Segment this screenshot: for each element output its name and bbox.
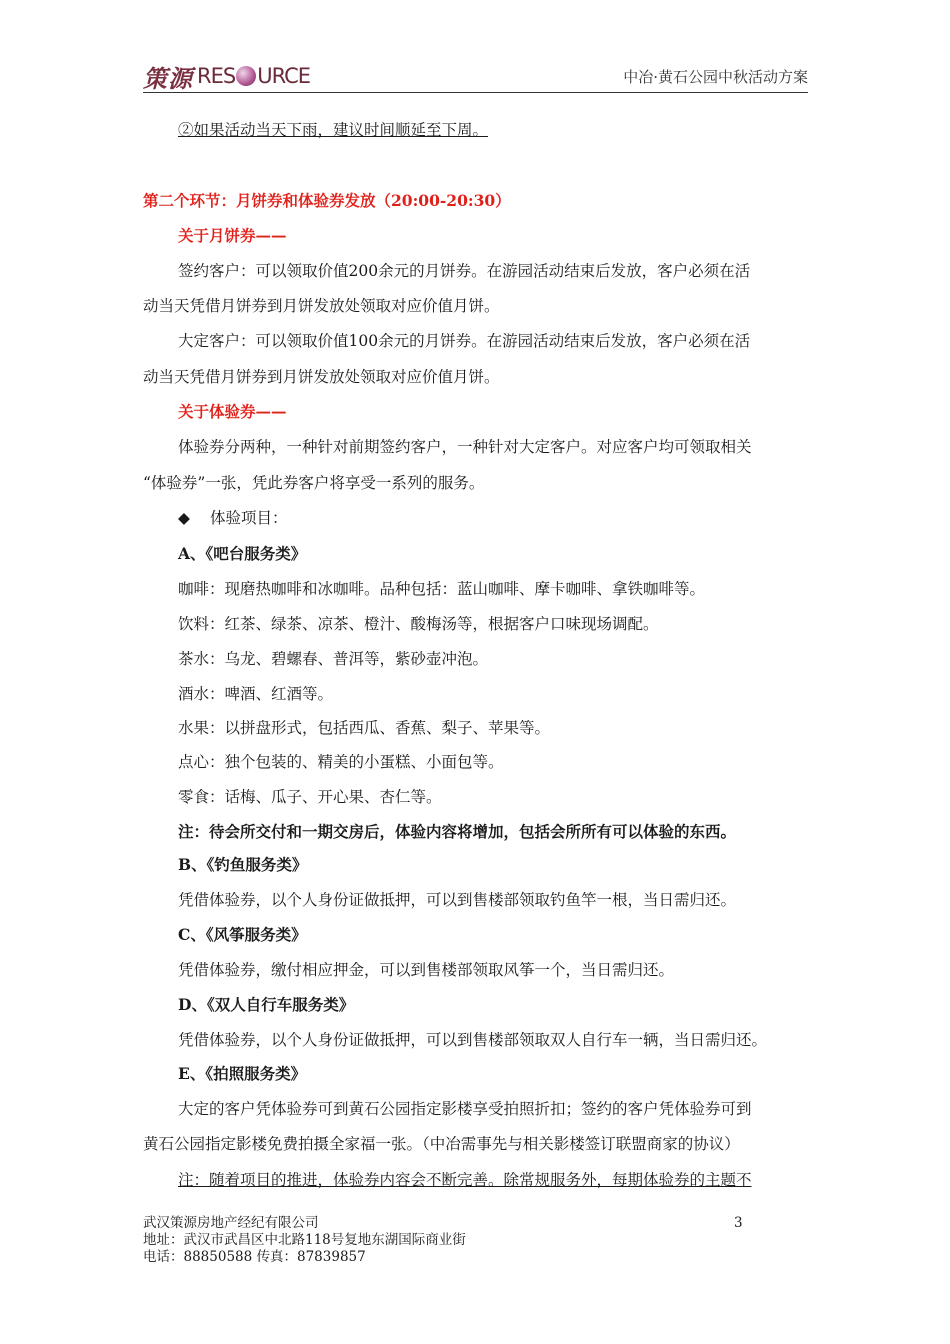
voucher-intro-line1: 体验券分两种，一种针对前期签约客户，一种针对大定客户。对应客户均可领取相关 — [178, 438, 752, 456]
footer-company: 武汉策源房地产经纪有限公司 — [143, 1215, 319, 1231]
category-e-title: E、《拍照服务类》 — [178, 1064, 307, 1083]
document-header-title: 中冶·黄石公园中秋活动方案 — [623, 68, 808, 86]
voucher-heading: 关于体验券—— — [178, 402, 287, 421]
category-c-text: 凭借体验券，缴付相应押金，可以到售楼部领取风筝一个，当日需归还。 — [178, 961, 675, 979]
mooncake-deposit-line1: 大定客户：可以领取价值100余元的月饼券。在游园活动结束后发放，客户必须在活 — [178, 332, 751, 350]
logo-en-left: RES — [197, 64, 236, 88]
pearl-icon — [236, 66, 256, 86]
category-a-title: A、《吧台服务类》 — [178, 544, 307, 563]
tea-line: 茶水：乌龙、碧螺春、普洱等，紫砂壶冲泡。 — [178, 650, 489, 668]
mooncake-heading: 关于月饼券—— — [178, 226, 287, 245]
page-number: 3 — [734, 1215, 743, 1231]
fruit-line: 水果：以拼盘形式，包括西瓜、香蕉、梨子、苹果等。 — [178, 719, 551, 737]
bullet-icon: ◆ — [178, 509, 190, 527]
logo-chinese-text: 策源 — [143, 63, 193, 93]
voucher-intro-line2: “体验券”一张，凭此券客户将享受一系列的服务。 — [143, 474, 485, 492]
mooncake-signed-line1: 签约客户：可以领取价值200余元的月饼券。在游园活动结束后发放，客户必须在活 — [178, 262, 751, 280]
rain-note: ②如果活动当天下雨，建议时间顺延至下周。 — [178, 121, 489, 139]
header-divider — [143, 92, 808, 93]
snacks-line: 零食：话梅、瓜子、开心果、杏仁等。 — [178, 788, 442, 806]
category-e-text-line1: 大定的客户凭体验券可到黄石公园指定影楼享受拍照折扣；签约的客户凭体验券可到 — [178, 1100, 752, 1118]
category-c-title: C、《风筝服务类》 — [178, 925, 307, 944]
category-b-text: 凭借体验券，以个人身份证做抵押，可以到售楼部领取钓鱼竿一根，当日需归还。 — [178, 891, 737, 909]
logo-english-text — [197, 64, 310, 88]
final-note: 注：随着项目的推进，体验券内容会不断完善。除常规服务外，每期体验券的主题不 — [178, 1171, 752, 1189]
mooncake-signed-line2: 动当天凭借月饼券到月饼发放处领取对应价值月饼。 — [143, 297, 500, 315]
footer-address: 地址：武汉市武昌区中北路118号复地东湖国际商业街 — [143, 1232, 466, 1248]
items-label: 体验项目： — [210, 509, 288, 527]
coffee-line: 咖啡：现磨热咖啡和冰咖啡。品种包括：蓝山咖啡、摩卡咖啡、拿铁咖啡等。 — [178, 580, 706, 598]
category-e-text-line2: 黄石公园指定影楼免费拍摄全家福一张。（中冶需事先与相关影楼签订联盟商家的协议） — [143, 1135, 740, 1153]
drinks-line: 饮料：红茶、绿茶、凉茶、橙汁、酸梅汤等，根据客户口味现场调配。 — [178, 615, 659, 633]
club-note: 注：待会所交付和一期交房后，体验内容将增加，包括会所所有可以体验的东西。 — [178, 822, 737, 841]
footer-phone: 电话：88850588 传真：87839857 — [143, 1249, 366, 1265]
dessert-line: 点心：独个包装的、精美的小蛋糕、小面包等。 — [178, 753, 504, 771]
wine-line: 酒水：啤酒、红酒等。 — [178, 685, 334, 703]
company-logo — [143, 58, 310, 94]
section2-title: 第二个环节：月饼券和体验券发放（20:00-20:30） — [143, 191, 511, 210]
category-b-title: B、《钓鱼服务类》 — [178, 855, 308, 874]
mooncake-deposit-line2: 动当天凭借月饼券到月饼发放处领取对应价值月饼。 — [143, 368, 500, 386]
category-d-text: 凭借体验券，以个人身份证做抵押，可以到售楼部领取双人自行车一辆，当日需归还。 — [178, 1031, 768, 1049]
category-d-title: D、《双人自行车服务类》 — [178, 995, 355, 1014]
logo-en-right: URCE — [257, 64, 311, 88]
